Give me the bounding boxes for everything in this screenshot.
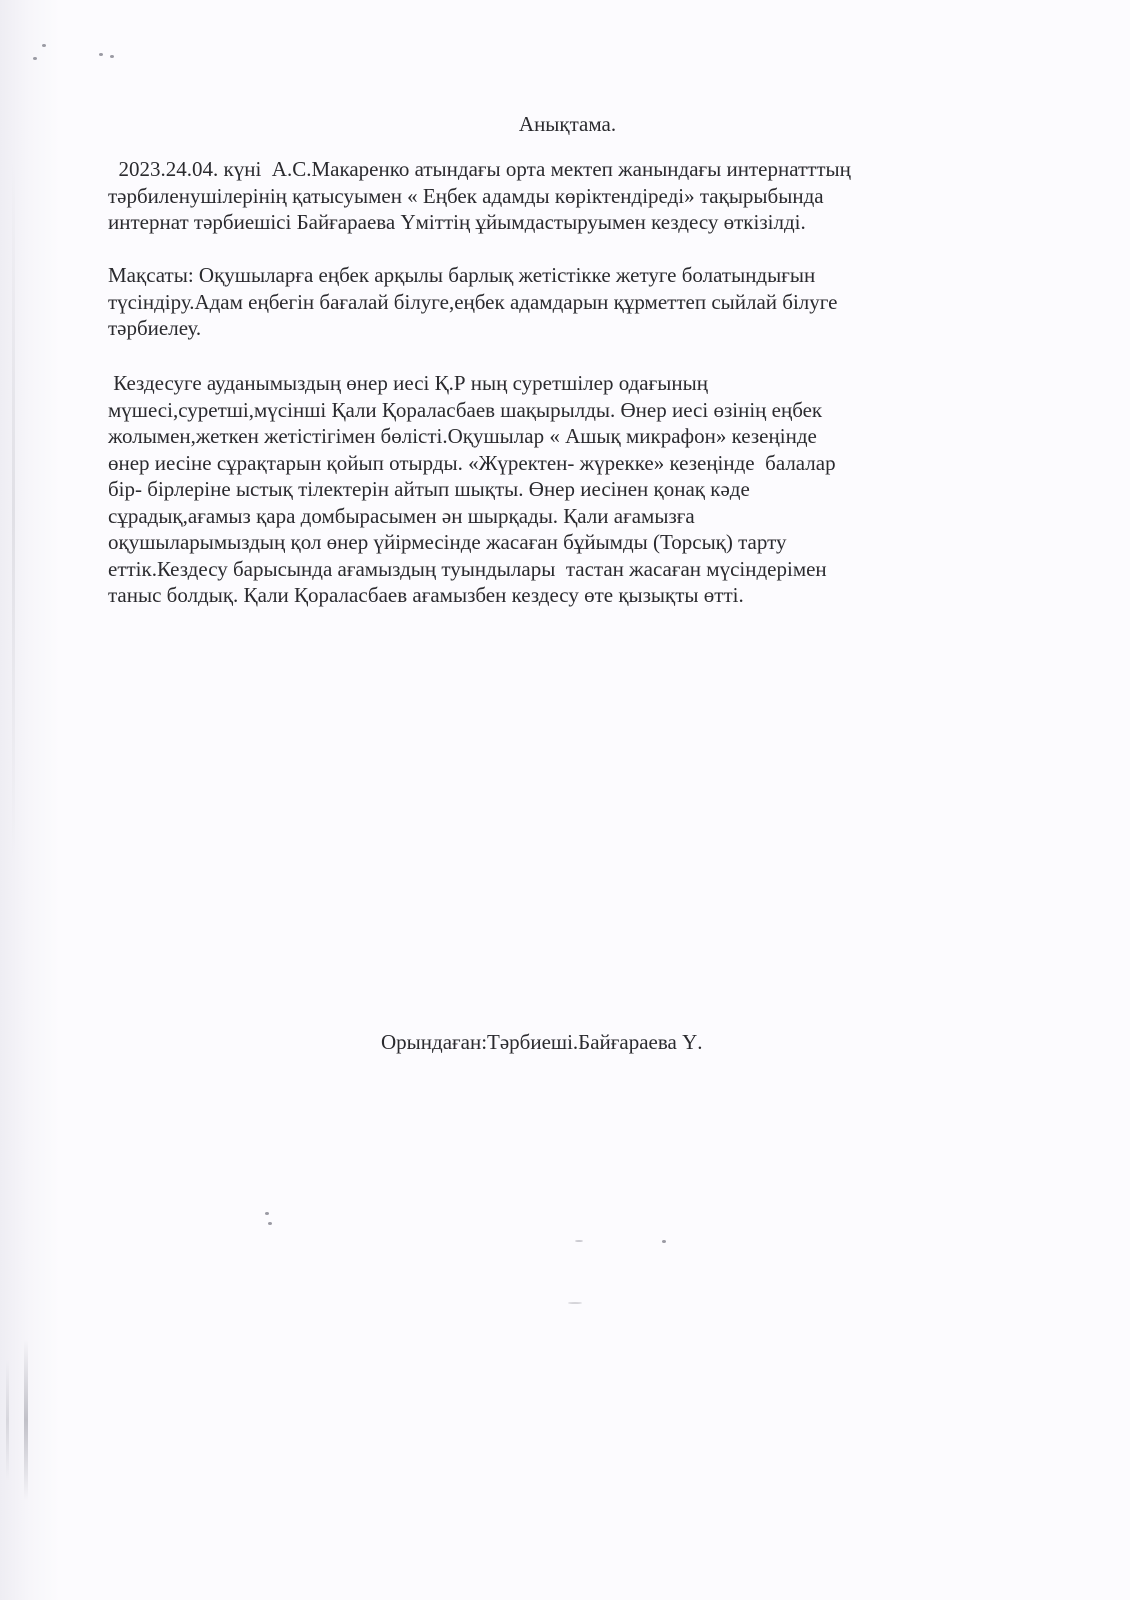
scan-speck: [575, 1240, 583, 1242]
scan-speck: [42, 44, 46, 47]
text-line: сұрадық,ағамыз қара домбырасымен ән шырқады. Қали ағамызға: [108, 503, 695, 528]
document-title: Анықтама.: [518, 112, 617, 136]
signature-line: Орындаған:Тәрбиеші.Байғараева Ү.: [381, 1030, 703, 1054]
scan-speck: [568, 1302, 582, 1304]
text-line: түсіндіру.Адам еңбегін бағалай білуге,еңбек адамдарын құрметтеп сыйлай білуге: [108, 289, 838, 314]
paragraph-intro: [108, 156, 1068, 236]
text-line: тәрбиленушілерінің қатысуымен « Еңбек адамды көріктендіреді» тақырыбында: [108, 183, 824, 208]
paragraph-meeting: [108, 370, 1068, 609]
paragraph-goal: [108, 262, 1068, 342]
text-line: тәрбиелеу.: [108, 316, 202, 340]
text-line: 2023.24.04. күні А.С.Макаренко атындағы орта мектеп жанындағы интернатттың: [108, 157, 851, 181]
text-line: мүшесі,суретші,мүсінші Қали Қораласбаев шақырылды. Өнер иесі өзінің еңбек: [108, 397, 823, 422]
text-line: оқушыларымыздың қол өнер үйірмесінде жасаған бұйымды (Торсық) тарту: [108, 530, 787, 554]
text-line: еттік.Кездесу барысында ағамыздың туындылары тастан жасаған мүсіндерімен: [108, 556, 827, 581]
text-line: өнер иесіне сұрақтарын қойып отырды. «Жүректен- жүрекке» кезеңінде балалар: [108, 450, 836, 475]
text-line: интернат тәрбиешісі Байғараева Үміттің ұйымдастыруымен кездесу өткізілді.: [108, 210, 806, 234]
scan-speck: [110, 55, 114, 58]
text-line: жолымен,жеткен жетістігімен бөлісті.Оқушылар « Ашық микрафон» кезеңінде: [108, 424, 817, 448]
scan-speck: [268, 1222, 272, 1225]
text-line: таныс болдық. Қали Қораласбаев ағамызбен кездесу өте қызықты өтті.: [108, 583, 744, 607]
scan-edge-shadow: [24, 1340, 28, 1500]
scan-speck: [265, 1212, 269, 1215]
scan-speck: [33, 57, 37, 60]
scan-edge-shadow: [12, 160, 15, 860]
text-line: Кездесуге ауданымыздың өнер иесі Қ.Р ның суретшілер одағының: [108, 371, 708, 395]
scan-speck: [99, 53, 103, 56]
scan-edge-shadow: [6, 1360, 9, 1480]
text-line: бір- бірлеріне ыстық тілектерін айтып шықты. Өнер иесінен қонақ кәде: [108, 477, 750, 501]
text-line: Мақсаты: Оқушыларға еңбек арқылы барлық жетістікке жетуге болатындығын: [108, 263, 816, 287]
scan-speck: [662, 1240, 666, 1243]
